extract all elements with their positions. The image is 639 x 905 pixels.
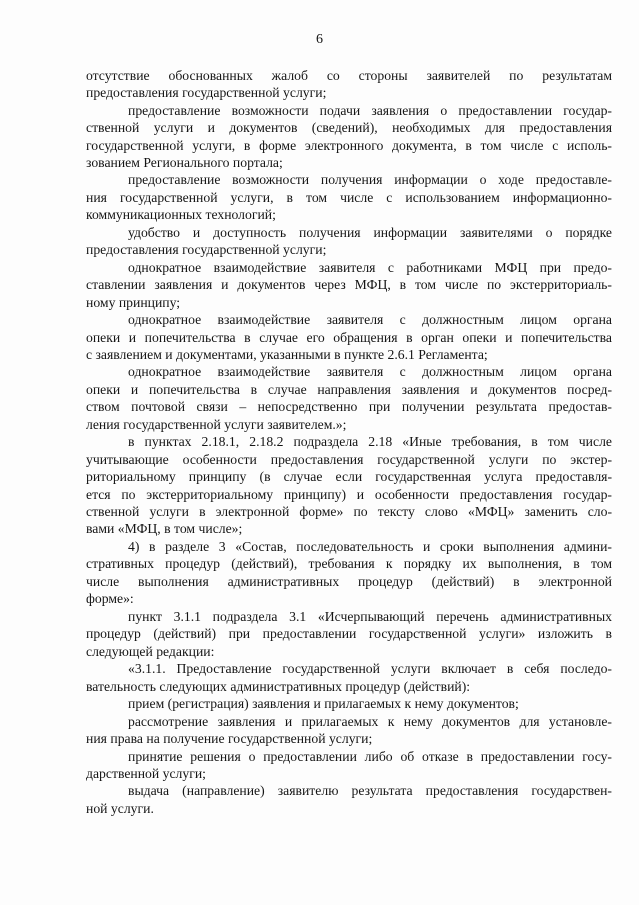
text-line: числе выполнения административных процедур (действий) в электронной bbox=[86, 574, 612, 589]
text-line: следующей редакции: bbox=[86, 644, 215, 659]
text-line: предоставление возможности получения информации о ходе предоставле- bbox=[128, 172, 612, 187]
text-line: рассмотрение заявления и прилагаемых к нему документов для установле- bbox=[128, 714, 612, 729]
text-line: ному принципу; bbox=[86, 295, 181, 310]
text-line: вательность следующих административных процедур (действий): bbox=[86, 679, 471, 694]
text-line: предоставления государственной услуги; bbox=[86, 85, 327, 100]
text-line: ственной услуги и документов (сведений), необходимых для предоставления bbox=[86, 120, 612, 135]
text-line: в пунктах 2.18.1, 2.18.2 подраздела 2.18 «Иные требования, в том числе bbox=[128, 434, 612, 449]
text-line: однократное взаимодействие заявителя с должностным лицом органа bbox=[128, 364, 612, 379]
text-line: пункт 3.1.1 подраздела 3.1 «Исчерпывающий перечень административных bbox=[128, 609, 612, 624]
text-line: предоставления государственной услуги; bbox=[86, 242, 327, 257]
text-line: ется по экстерриториальному принципу) и особенности предоставления государ- bbox=[86, 487, 612, 502]
text-line: удобство и доступность получения информации заявителями о порядке bbox=[128, 225, 612, 240]
text-line: опеки и попечительства в случае его обращения в орган опеки и попечительства bbox=[86, 330, 612, 345]
text-line: отсутствие обоснованных жалоб со стороны заявителей по результатам bbox=[86, 68, 612, 83]
text-line: принятие решения о предоставлении либо об отказе в предоставлении госу- bbox=[128, 749, 612, 764]
text-line: с заявлением и документами, указанными в пункте 2.6.1 Регламента; bbox=[86, 347, 488, 362]
text-line: учитывающие особенности предоставления государственной услуги по экстер- bbox=[86, 452, 612, 467]
text-line: дарственной услуги; bbox=[86, 766, 206, 781]
text-line: ственной услуги в электронной форме» по тексту слово «МФЦ» заменить сло- bbox=[86, 504, 612, 519]
text-line: форме»: bbox=[86, 591, 134, 606]
text-line: прием (регистрация) заявления и прилагаемых к нему документов; bbox=[128, 696, 519, 711]
text-line: 4) в разделе 3 «Состав, последовательность и сроки выполнения админи- bbox=[128, 539, 612, 554]
text-line: опеки и попечительства в случае направления заявления и документов посред- bbox=[86, 382, 612, 397]
text-line: государственной услуги, в форме электронного документа, в том числе с исполь- bbox=[86, 138, 612, 153]
text-line: ством почтовой связи – непосредственно при получении результата предостав- bbox=[86, 399, 612, 414]
text-line: вами «МФЦ, в том числе»; bbox=[86, 521, 243, 536]
text-line: зованием Регионального портала; bbox=[86, 155, 283, 170]
text-line: риториальному принципу (в случае если государственная услуга предоставля- bbox=[86, 469, 612, 484]
text-line: «3.1.1. Предоставление государственной услуги включает в себя последо- bbox=[128, 661, 612, 676]
text-line: однократное взаимодействие заявителя с работниками МФЦ при предо- bbox=[128, 260, 612, 275]
text-line: процедур (действий) при предоставлении государственной услуги» изложить в bbox=[86, 626, 612, 641]
text-line: ной услуги. bbox=[86, 801, 154, 816]
text-line: выдача (направление) заявителю результата предоставления государствен- bbox=[128, 783, 612, 798]
text-line: предоставление возможности подачи заявления о предоставлении государ- bbox=[128, 103, 612, 118]
text-line: стративных процедур (действий), требования к порядку их выполнения, в том bbox=[86, 556, 612, 571]
text-line: ления государственной услуги заявителем.»; bbox=[86, 417, 347, 432]
text-line: ставлении заявления и документов через МФЦ, в том числе по экстерриториаль- bbox=[86, 277, 612, 292]
text-line: ния государственной услуги, в том числе с использованием информационно- bbox=[86, 190, 612, 205]
page-number: 6 bbox=[316, 32, 323, 47]
text-line: коммуникационных технологий; bbox=[86, 207, 276, 222]
text-line: однократное взаимодействие заявителя с должностным лицом органа bbox=[128, 312, 612, 327]
text-line: ния права на получение государственной услуги; bbox=[86, 731, 373, 746]
